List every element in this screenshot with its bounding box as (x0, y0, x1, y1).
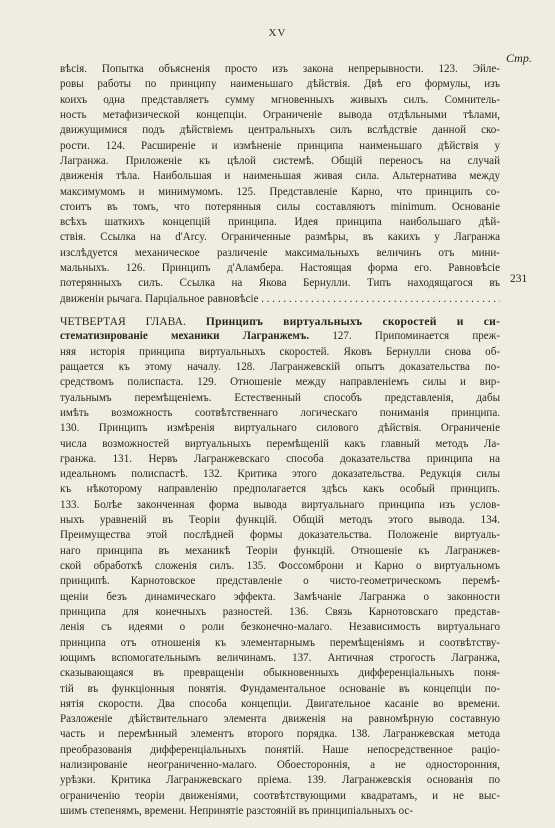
chapter-three-summary (60, 62, 500, 307)
page-reference-number: 231 (510, 273, 528, 285)
text-line: рости. 124. Расширеніе и измѣненіе принципа наименьшаго дѣйствія у (60, 139, 500, 152)
text-line: ленія съ идеями о роли безконечно-малаго. Независимость виртуальнаго (60, 621, 500, 634)
text-line: сказывающаяся въ превращеніи обыкновенныхъ дифференціальныхъ поня- (60, 667, 500, 680)
text-line: Лагранжа. Приложеніе къ цѣлой системѣ. Общій переносъ на случай (60, 154, 500, 167)
text-line: урѣзки. Критика Лагранжевскаго пріема. 139. Лагранжевскія основанія по (60, 774, 500, 787)
text-line: имѣть возможность соотвѣтственнаго логическаго пониманія принципа. (60, 406, 500, 419)
text-line: коихъ одна представляетъ сумму мгновенныхъ живыхъ силъ. Сомнитель- (60, 93, 500, 106)
text-line: средствомъ полиспаста. 129. Отношеніе между направленіемъ силы и вир- (60, 376, 500, 389)
text-line: потерянныхъ силъ. Ссылка на Якова Бернулли. Типъ находящагося въ (60, 277, 500, 290)
text-line: ращается къ этому началу. 128. Лагранжевскій опытъ доказательства по- (60, 360, 500, 373)
chapter-four-subject-line2: стематизированіе механики Лагранжемъ. (60, 330, 310, 343)
text-line: движущимися подъ дѣйствіемъ центральныхъ силъ вслѣдствіе данной ско- (60, 124, 500, 137)
chapter-four-title: ЧЕТВЕРТАЯ ГЛАВА. (60, 315, 186, 328)
chapter-four-first-item: 127. Припоминается преж- (332, 330, 500, 343)
text-line: ограниченію теоріи движенiями, соотвѣтствующими квадратамъ, и не выс- (60, 789, 500, 802)
chapter-four-summary (60, 345, 500, 820)
text-line: изслѣдуется механическое различеніе максимальныхъ величинъ отъ мини- (60, 246, 500, 259)
text-line: всѣхъ шаткихъ концепцій принципа. Идея принципа наибольшаго дѣй- (60, 216, 500, 229)
table-of-contents-text (60, 62, 500, 819)
text-line: нятія скорости. Два способа концепціи. Двигательное касаніе во времени. (60, 697, 500, 710)
text-line: стоитъ въ томъ, что потерянныя силы составляютъ minimum. Основаніе (60, 200, 500, 213)
text-line: идеальномъ полиспастѣ. 132. Критика этого доказательства. Редукція силы (60, 468, 500, 481)
text-line: ность метафизической концепціи. Ограниченіе вывода отдѣльными тѣлами, (60, 108, 500, 121)
text-line: движенія тѣла. Наибольшая и наименьшая живая сила. Альтернатива между (60, 170, 500, 183)
page-roman-numeral: XV (268, 27, 287, 39)
text-line: 133. Болѣе законченная форма вывода виртуальнаго принципа изъ услов- (60, 498, 500, 511)
text-line: преобразованія дифференціальныхъ понятій. Наше непосредственное раціо- (60, 743, 500, 756)
text-line: 130. Принципъ измѣренія виртуальнаго силового дѣйствія. Ограниченіе (60, 422, 500, 435)
text-line: часть и перемѣнный элементъ второго порядка. 138. Лагранжевская метода (60, 728, 500, 741)
text-line: ской обработкѣ сложенія силъ. 135. Фоссомброни и Карно о виртуальномъ (60, 560, 500, 572)
paragraph-gap (60, 307, 500, 314)
text-line: тій въ функціонныя понятія. Фундаментальное основаніе въ концепціи по- (60, 682, 500, 695)
text-line: мальныхъ. 126. Принципъ д'Аламбера. Настоящая форма его. Равновѣсіе (60, 262, 500, 275)
text-line: нализированіе неограниченно-малаго. Обоестороннія, а не односторонния, (60, 759, 500, 772)
text-line: ющимъ вспомогательнымъ величинамъ. 137. Античная строгость Лагранжа, (60, 651, 500, 664)
text-line: къ нѣкоторому направленію предполагается здѣсь какъ особый принципъ. (60, 483, 500, 496)
text-line: наго принципа въ механикѣ Теоріи функцій. Отношеніе къ Лагранжев- (60, 544, 500, 557)
text-line: вѣсія. Попытка объясненія просто изъ закона непрерывности. 123. Эйле- (60, 63, 500, 75)
text-line: принципа отъ отношенія къ элементарнымъ перемѣщеніямъ и соотвѣтству- (60, 636, 500, 649)
text-line: максимумомъ и минимумомъ. 125. Представленіе Карно, что принципъ со- (60, 185, 500, 198)
text-line: ровы работы по принципу наименьшаго дѣйствія. Двѣ его формулы, изъ (60, 78, 500, 91)
chapter-four-heading (60, 314, 500, 329)
text-line: принципа для конечныхъ разностей. 136. Связь Карнотовскаго представ- (60, 605, 500, 618)
text-line: щеніи безъ динамическаго эффекта. Замѣчаніе Лагранжа о законности (60, 590, 500, 603)
chapter-four-subject: Принципъ виртуальныхъ скоростей и си- (205, 315, 500, 328)
text-line: принципѣ. Карнотовское представленіе о чисто-геометрическомъ перемѣ- (60, 575, 500, 588)
text-line: Разложеніе дѣйствительнаго элемента движенія на равномѣрную составную (60, 713, 500, 726)
page-column-label: Стр. (506, 51, 532, 65)
text-line: шимъ степенямъ, времени. Непринятіе разстояній въ принципіальныхъ ос- (60, 805, 413, 817)
text-line: движеніи рычага. Парціальное равновѣсіе . . . (60, 292, 500, 307)
text-line: числа возможностей виртуальныхъ перемѣщеній какъ главный методъ Ла- (60, 437, 500, 450)
text-line: Преимущества этой послѣдней формы доказательства. Положеніе виртуаль- (60, 529, 500, 542)
chapter-four-heading-line2 (60, 329, 500, 344)
text-line: ныхъ уравненій въ Теоріи функцій. Общій методъ этого вывода. 134. (60, 514, 500, 527)
text-line: туальнымъ перемѣщеніемъ. Естественный способъ представленія, дабы (60, 391, 500, 404)
text-line: ствія. Ссылка на d'Arcy. Ограниченные размѣры, въ какихъ у Лагранжа (60, 231, 500, 244)
text-line: гранжа. 131. Нервъ Лагранжевскаго способа доказательства принципа на (60, 452, 500, 465)
text-line: няя исторія принципа виртуальныхъ скоростей. Яковъ Бернулли снова об- (60, 345, 500, 358)
